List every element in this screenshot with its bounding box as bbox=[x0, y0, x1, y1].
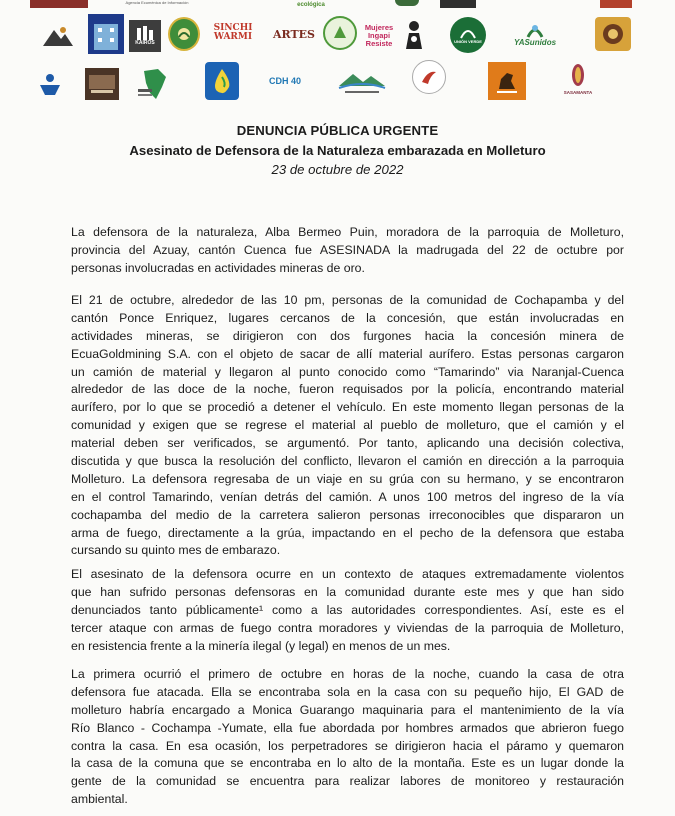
paragraph-line: cursando su quinto mes de embarazo. bbox=[71, 543, 281, 558]
logo-kairos: KAIROS bbox=[129, 20, 161, 52]
logo-sinchi-warmi: SINCHI WARMI bbox=[213, 22, 253, 42]
logo-circle-green bbox=[168, 17, 200, 51]
logo-top-partial-3: ecológica bbox=[297, 1, 325, 8]
logo-circle-gold bbox=[595, 17, 631, 51]
logo-asamblea bbox=[335, 66, 389, 96]
logo-artes: ARTES bbox=[273, 28, 315, 42]
paragraph-line: tercer ataque con armas de fuego contra moradores y viviendas de la parroquia de Molleturo, bbox=[71, 620, 624, 635]
logo-union-verde: UNIÓN VERDE bbox=[450, 17, 486, 53]
logo-colectivo-green bbox=[323, 16, 357, 50]
paragraph-line: contra la casa. En esa ocasión, los perpetradores se dirigieron hacia el páramo y quemaron bbox=[71, 738, 624, 753]
logo-water-drop bbox=[205, 62, 239, 100]
paragraph-line: arma de fuego, directamente a la grúa, impactando en el pecho de la defensora que estaba bbox=[71, 525, 624, 540]
logo-orange-horse bbox=[488, 62, 526, 100]
logo-top-partial-2: Agencia Ecuménica de Información bbox=[125, 0, 189, 6]
logo-top-partial-circle bbox=[395, 0, 419, 6]
logo-top-partial-bar bbox=[440, 0, 476, 8]
paragraph-line: Molleturo. La defensora regresaba de un viaje en su grúa con su hermano, y se encontraron bbox=[71, 471, 624, 486]
paragraph-line: la casa de la comuna que se encontraba en lo alto de la montaña. Este es un lugar donde la bbox=[71, 756, 624, 771]
paragraph-2 bbox=[71, 292, 624, 560]
paragraph-line: en resistencia frente a la minería ilegal (y legal) en menos de un mes. bbox=[71, 638, 451, 653]
document-date: 23 de octubre de 2022 bbox=[271, 162, 404, 177]
paragraph-line: La defensora de la naturaleza, Alba Bermeo Puin, moradora de la parroquia de Molleturo, bbox=[71, 225, 624, 239]
paragraph-line: El asesinato de la defensora ocurre en un contexto de ataques extremadamente violentos bbox=[71, 567, 624, 581]
paragraph-line: provincia del Azuay, cantón Cuenca fue ASESINADA la madrugada del 22 de octubre por bbox=[71, 242, 624, 257]
paragraph-line: defensora fue atacada. Ella se encontraba sola en la casa con su pequeño hijo, El GAD de bbox=[71, 684, 624, 699]
logo-cdh-40: CDH 40 bbox=[268, 76, 301, 87]
logo-blue-figure bbox=[36, 72, 64, 98]
paragraph-line: Río Blanco - Cochampa -Yumate, ella fue abordada por hombres armados que abrieron fuego bbox=[71, 720, 624, 735]
paragraph-line: cochapamba del medio de la carretera salieron personas irreconocibles que dispararon un bbox=[71, 507, 624, 522]
logo-building bbox=[88, 14, 124, 54]
paragraph-line: gente de la comunidad se encuentra para realizar labores de monitoreo y restauración bbox=[71, 774, 624, 789]
paragraph-line: material deben ser verificados, se argumentó. Por tanto, aplicando una decisión colectiva, bbox=[71, 436, 624, 451]
logo-yasunidos: YASunidos bbox=[508, 16, 562, 54]
paragraph-line: cantón Ponce Enriquez, lugares cercanos de la concesión, que están involucradas en bbox=[71, 310, 624, 325]
paragraph-line: personas involucradas en actividades mineras de oro. bbox=[71, 260, 365, 275]
paragraph-line: aurífero, por lo que se procedió a detener el vehículo. En este momento llegan personas de la bbox=[71, 400, 624, 415]
logo-map-green bbox=[134, 66, 174, 102]
logo-figure-bw bbox=[401, 18, 427, 52]
paragraph-line: EcuaGoldmining S.A. con el objeto de sacar de allí material aurífero. Estas personas cargaron bbox=[71, 346, 624, 361]
logo-sasamanta: SASAMANTA bbox=[558, 56, 598, 102]
logo-campesinos bbox=[85, 68, 119, 100]
paragraph-line: La primera ocurrió el primero de octubre en horas de la noche, cuando la casa de otra bbox=[71, 667, 624, 681]
paragraph-line: discutida y que busca la resolución del conflicto, llevaron el camión en dirección a la parroquia bbox=[71, 454, 624, 469]
paragraph-line: ambiental. bbox=[71, 792, 128, 807]
paragraph-4 bbox=[71, 666, 624, 809]
paragraph-line: comunidad y exigen que se regrese el material al pueblo de molleturo, que el camión y el bbox=[71, 418, 624, 433]
paragraph-line: en el control Tamarindo, venían detrás del camión. A unos 100 metros del ingreso de la vía bbox=[71, 489, 624, 504]
logo-top-partial-1 bbox=[30, 0, 88, 8]
paragraph-line: denunciados tanto públicamente¹ como a las autoridades correspondientes. Así, este es el bbox=[71, 602, 624, 617]
logo-cdh-mountain bbox=[41, 24, 75, 50]
document-subtitle: Asesinato de Defensora de la Naturaleza embarazada en Molleturo bbox=[129, 143, 546, 158]
paragraph-1 bbox=[71, 224, 624, 278]
logo-mujeres-ingapi: Mujeres Ingapi Resiste bbox=[364, 23, 394, 48]
paragraph-3 bbox=[71, 566, 624, 655]
paragraph-line: alrededor de las doce de la noche, fueron requisados por la policía, encontrando material bbox=[71, 382, 624, 397]
paragraph-line: que han sufrido personas defensoras en la comunidad durante este mes y que han sido bbox=[71, 584, 624, 599]
paragraph-line: molleturo habría encargado a Monica Guarango maquinaria para el mantenimiento de la vía bbox=[71, 702, 624, 717]
logo-top-partial-right bbox=[600, 0, 632, 8]
paragraph-line: un camión de material y llegaron al punto conocido como “Tamarindo” via Naranjal-Cuenca bbox=[71, 364, 624, 379]
supporting-organizations-logos bbox=[0, 0, 675, 110]
document-title: DENUNCIA PÚBLICA URGENTE bbox=[236, 123, 439, 138]
paragraph-line: actividades mineras, se dirigieron con dos furgones hacia la concesión minera de bbox=[71, 328, 624, 343]
paragraph-line: El 21 de octubre, alrededor de las 10 pm, personas de la comunidad de Cochapamba y del bbox=[71, 293, 624, 307]
logo-bird-red bbox=[412, 60, 446, 94]
